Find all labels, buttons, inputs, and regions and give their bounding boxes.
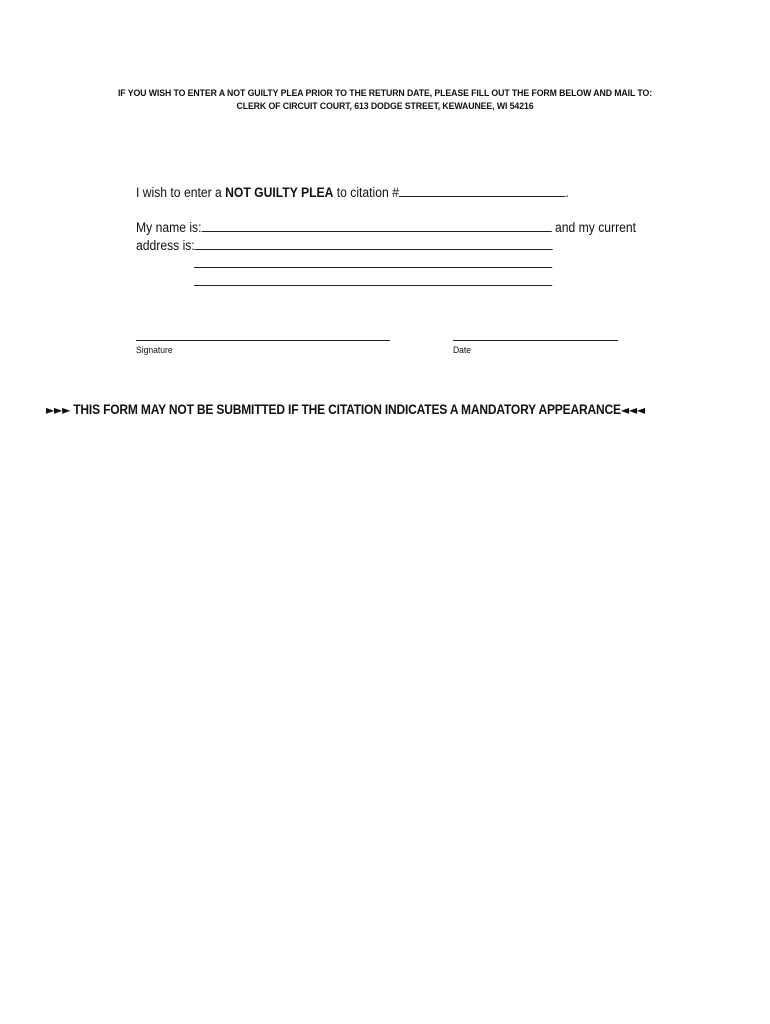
address-field-line-1[interactable] xyxy=(195,238,553,250)
citation-label: to citation # xyxy=(333,185,399,200)
address-field-line-2[interactable] xyxy=(194,256,552,268)
arrow-left-icon: ◄◄◄ xyxy=(620,403,645,417)
mandatory-appearance-warning xyxy=(46,402,645,417)
citation-number-field[interactable] xyxy=(399,185,565,197)
plea-statement xyxy=(136,185,569,200)
instructions-line-2: CLERK OF CIRCUIT COURT, 613 DODGE STREET, KEWAUNEE, WI 54216 xyxy=(236,101,534,112)
warning-text: THIS FORM MAY NOT BE SUBMITTED IF THE CITATION INDICATES A MANDATORY APPEARANCE xyxy=(70,402,621,417)
instructions-line-1: IF YOU WISH TO ENTER A NOT GUILTY PLEA PRIOR TO THE RETURN DATE, PLEASE FILL OUT THE FORM BELOW AND MAIL TO: xyxy=(117,88,653,99)
signature-field[interactable] xyxy=(136,339,390,341)
date-field[interactable] xyxy=(453,339,618,341)
plea-type: NOT GUILTY PLEA xyxy=(225,185,334,200)
mailing-instructions xyxy=(31,87,739,113)
name-suffix: and my current xyxy=(551,220,637,235)
address-line-2 xyxy=(194,256,552,271)
name-label: My name is: xyxy=(136,220,202,235)
address-line-3 xyxy=(194,274,552,289)
date-label: Date xyxy=(453,345,472,356)
address-statement xyxy=(136,238,553,253)
address-label: address is: xyxy=(136,238,195,253)
plea-period: . xyxy=(565,185,569,200)
name-field[interactable] xyxy=(202,220,552,232)
plea-prefix: I wish to enter a xyxy=(136,185,226,200)
signature-label: Signature xyxy=(136,345,173,356)
address-field-line-3[interactable] xyxy=(194,274,552,286)
name-statement xyxy=(136,220,636,235)
arrow-right-icon: ►►► xyxy=(46,403,71,417)
